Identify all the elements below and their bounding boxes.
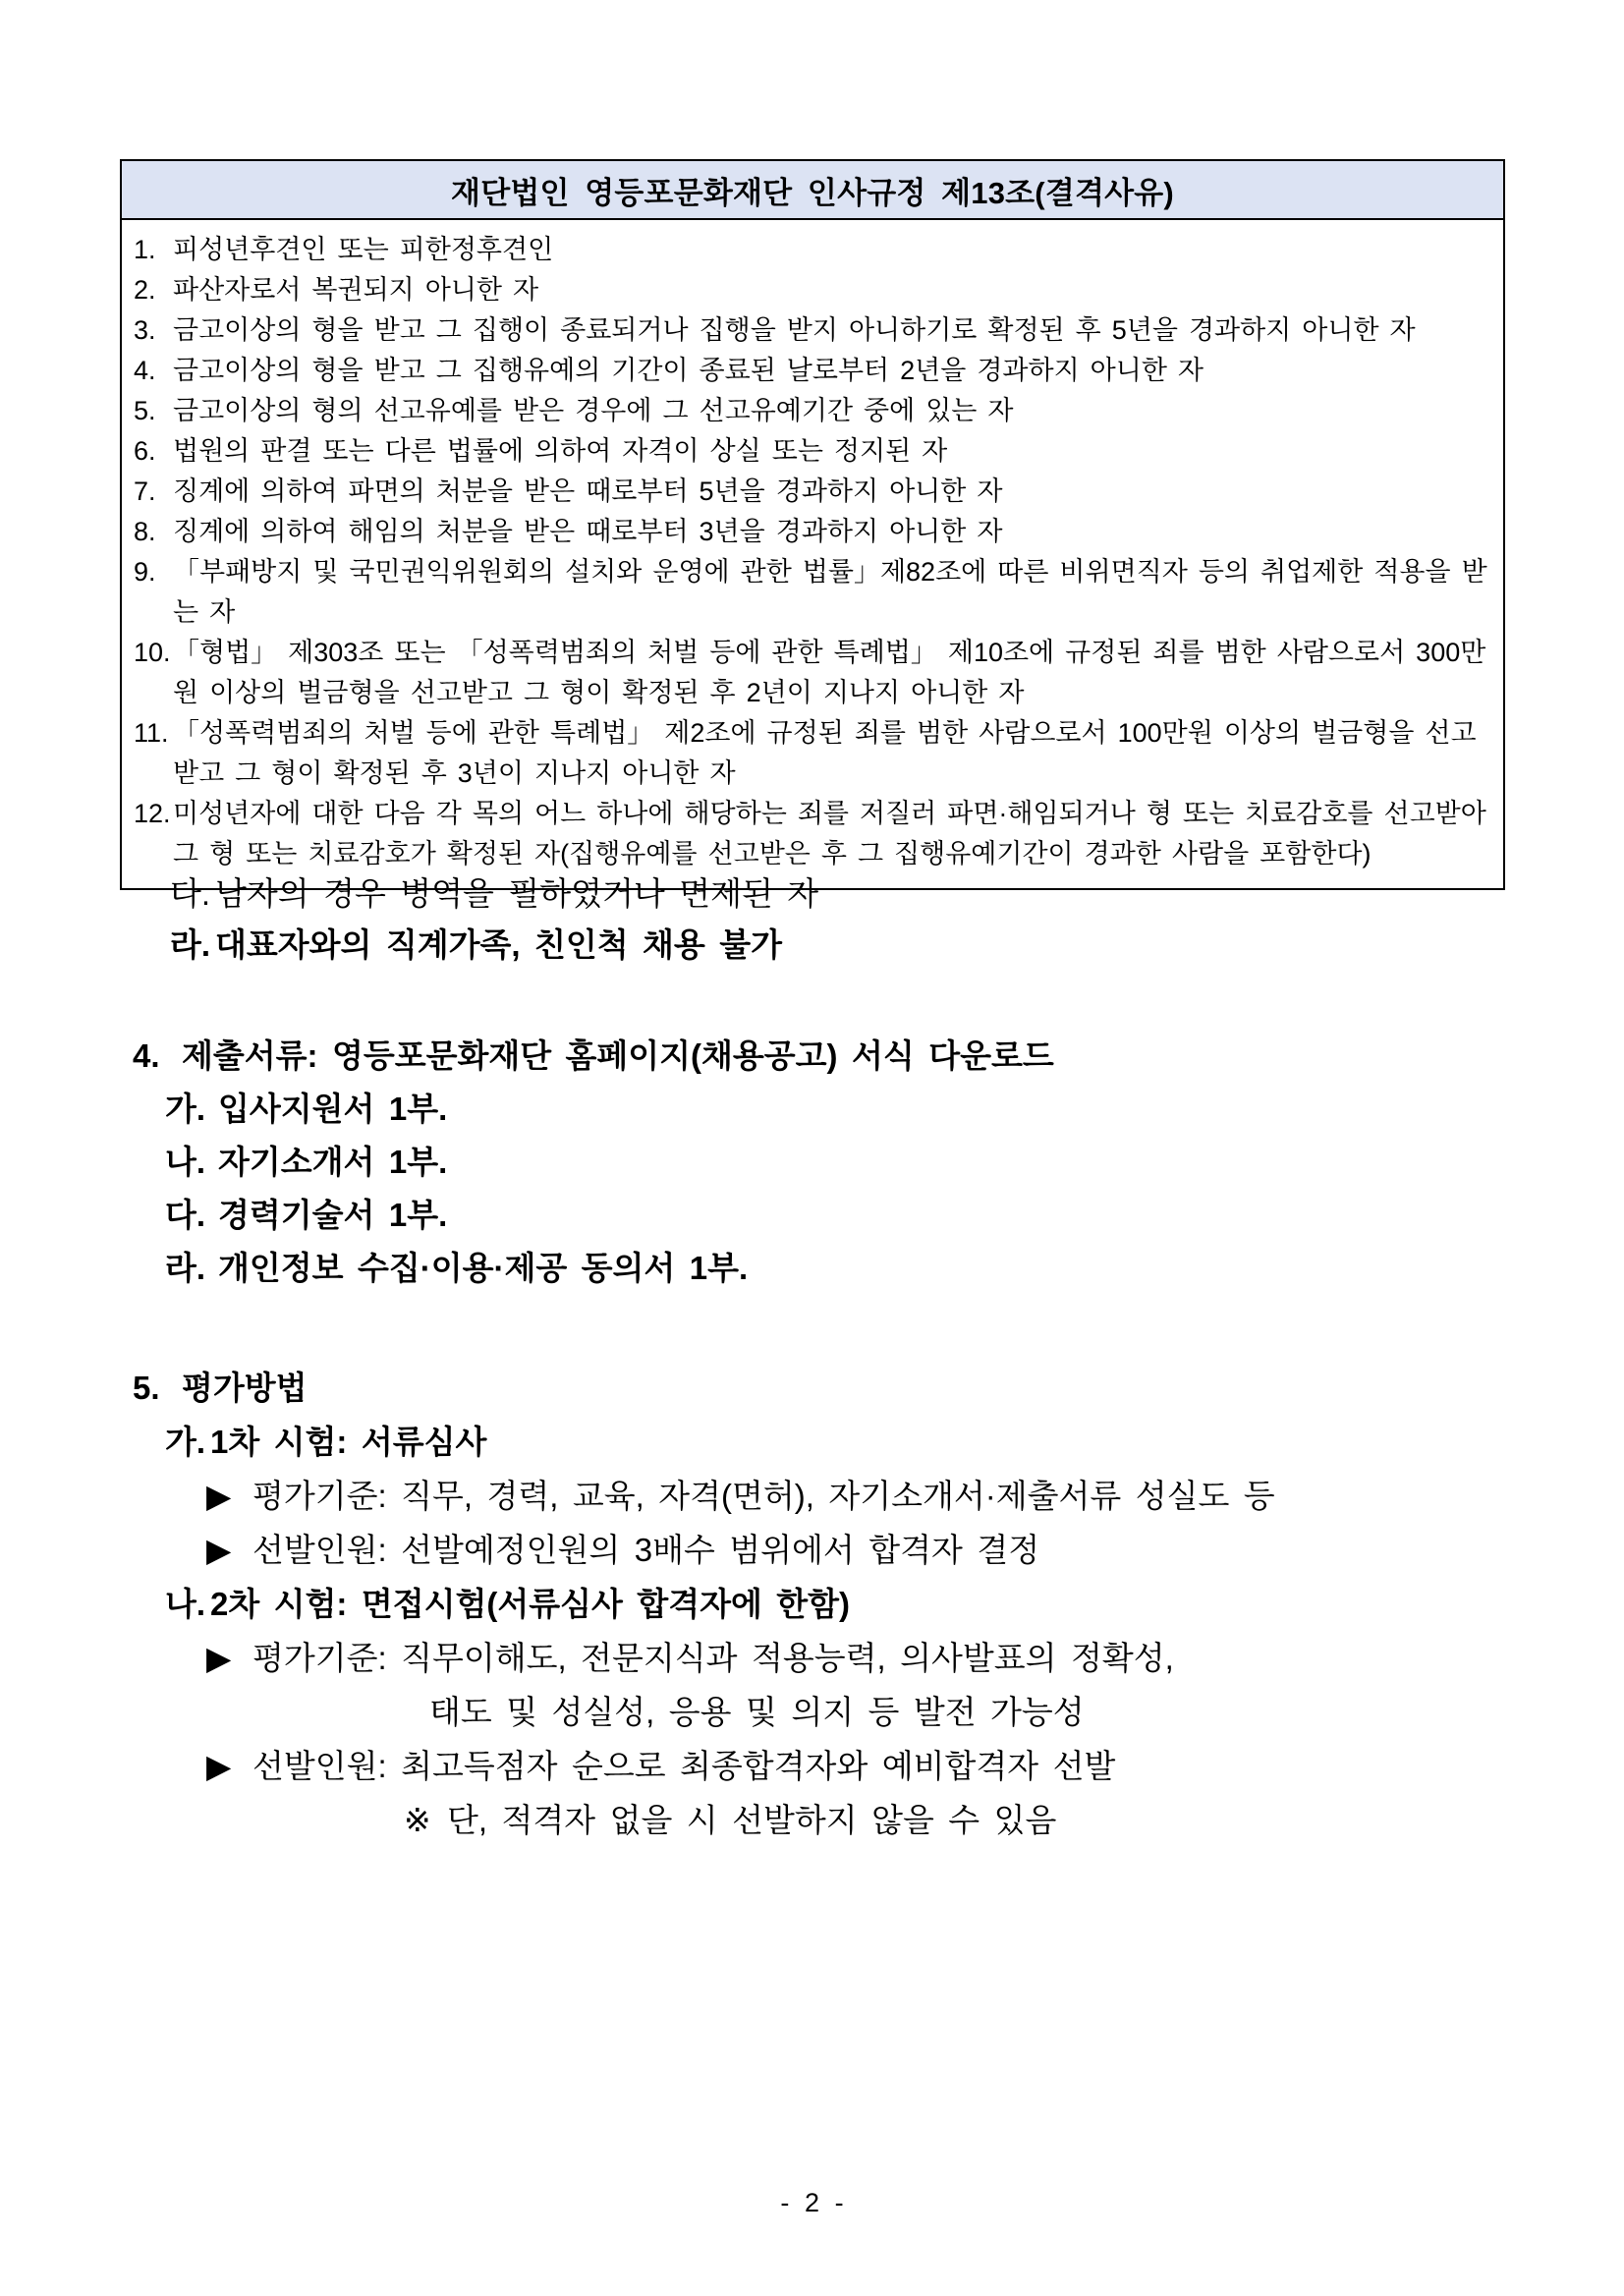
table-row-number: 4. bbox=[134, 356, 156, 385]
section-5-title: 평가방법 bbox=[182, 1370, 308, 1406]
section-4-item-text: 입사지원서 1부. bbox=[218, 1091, 448, 1127]
section-4-item bbox=[165, 1189, 1624, 1242]
section-5-subheading bbox=[165, 1415, 1624, 1469]
table-row-text: 법원의 판결 또는 다른 법률에 의하여 자격이 상실 또는 정지된 자 bbox=[173, 436, 948, 466]
table-row-number: 7. bbox=[134, 476, 156, 506]
note-label: 라. bbox=[170, 926, 211, 963]
table-row-text: 「성폭력범죄의 처벌 등에 관한 특례법」 제2조에 규정된 죄를 범한 사람으로서 100만원 이상의 벌금형을 선고받고 그 형이 확정된 후 3년이 지나지 아니한 자 bbox=[173, 718, 1477, 788]
section-5-subheading-label: 가. bbox=[165, 1424, 206, 1460]
table-row-text: 징계에 의하여 해임의 처분을 받은 때로부터 3년을 경과하지 아니한 자 bbox=[173, 517, 1003, 546]
table-row-number: 2. bbox=[134, 275, 156, 305]
section-5 bbox=[0, 1361, 1624, 1847]
table-row-number: 9. bbox=[134, 557, 156, 587]
section-4-item-label: 나. bbox=[165, 1144, 206, 1180]
table-row bbox=[134, 713, 1495, 794]
table-row bbox=[134, 431, 1495, 472]
section-5-heading bbox=[0, 1361, 1624, 1415]
section-4-item bbox=[165, 1136, 1624, 1189]
section-4-item-label: 다. bbox=[165, 1197, 206, 1233]
section-5-bullet-line bbox=[206, 1631, 1624, 1685]
table-row bbox=[134, 270, 1495, 310]
section-5-bullet-line bbox=[206, 1469, 1624, 1523]
table-row-number: 8. bbox=[134, 517, 156, 546]
section-5-note-line bbox=[404, 1793, 1624, 1847]
section-4 bbox=[0, 1030, 1624, 1295]
table-row bbox=[134, 472, 1495, 512]
reference-mark-icon: ※ bbox=[404, 1802, 431, 1838]
section-5-bullet-text: 선발인원: 최고득점자 순으로 최종합격자와 예비합격자 선발 bbox=[252, 1748, 1116, 1784]
section-5-blocks bbox=[0, 1415, 1624, 1847]
triangle-bullet-icon: ▶ bbox=[206, 1478, 232, 1514]
table-row-number: 3. bbox=[134, 315, 156, 345]
table-row-number: 5. bbox=[134, 396, 156, 425]
table-row bbox=[134, 552, 1495, 633]
table-row-text: 「형법」 제303조 또는 「성폭력범죄의 처벌 등에 관한 특례법」 제10조에 규정된 죄를 범한 사람으로서 300만원 이상의 벌금형을 선고받고 그 형이 확정된 후 2년이 지나지 아니한 자 bbox=[173, 638, 1486, 707]
table-row-text: 「부패방지 및 국민권익위원회의 설치와 운영에 관한 법률」제82조에 따른 비위면직자 등의 취업제한 적용을 받는 자 bbox=[173, 557, 1487, 627]
table-row-text: 금고이상의 형을 받고 그 집행이 종료되거나 집행을 받지 아니하기로 확정된 후 5년을 경과하지 아니한 자 bbox=[173, 315, 1416, 345]
note-text: 남자의 경우 병역을 필하였거나 면제된 자 bbox=[215, 875, 819, 912]
table-row bbox=[134, 310, 1495, 351]
note-text: 대표자와의 직계가족, 친인척 채용 불가 bbox=[215, 926, 783, 963]
section-4-item-text: 개인정보 수집·이용·제공 동의서 1부. bbox=[218, 1250, 749, 1286]
triangle-bullet-icon: ▶ bbox=[206, 1532, 232, 1568]
table-row-number: 1. bbox=[134, 235, 156, 264]
triangle-bullet-icon: ▶ bbox=[206, 1748, 232, 1784]
table-row-number: 6. bbox=[134, 436, 156, 466]
table-row-number: 12. bbox=[134, 799, 171, 828]
section-5-bullet-text: 평가기준: 직무, 경력, 교육, 자격(면허), 자기소개서·제출서류 성실도 등 bbox=[252, 1478, 1275, 1514]
section-4-item-label: 가. bbox=[165, 1091, 206, 1127]
table-row bbox=[134, 794, 1495, 874]
section-5-subheading-label: 나. bbox=[165, 1586, 206, 1622]
section-5-subheading-text: 2차 시험: 면접시험(서류심사 합격자에 한함) bbox=[210, 1586, 851, 1622]
regulation-table-title: 재단법인 영등포문화재단 인사규정 제13조(결격사유) bbox=[451, 175, 1174, 210]
section-4-title: 제출서류: 영등포문화재단 홈페이지(채용공고) 서식 다운로드 bbox=[182, 1037, 1054, 1074]
table-row-text: 파산자로서 복권되지 아니한 자 bbox=[173, 275, 539, 305]
regulation-table-header bbox=[122, 161, 1503, 220]
page-number: - 2 - bbox=[780, 2188, 844, 2217]
section-5-subheading-text: 1차 시험: 서류심사 bbox=[210, 1424, 487, 1460]
section-4-item-text: 경력기술서 1부. bbox=[218, 1197, 448, 1233]
note-line bbox=[170, 920, 1624, 971]
regulation-table bbox=[120, 159, 1505, 890]
table-row-number: 10. bbox=[134, 638, 171, 667]
section-4-item bbox=[165, 1242, 1624, 1295]
section-4-item bbox=[165, 1083, 1624, 1136]
table-row bbox=[134, 230, 1495, 270]
section-5-bullet-text: 평가기준: 직무이해도, 전문지식과 적용능력, 의사발표의 정확성, bbox=[252, 1640, 1174, 1676]
section-5-bullet-line bbox=[206, 1523, 1624, 1577]
table-row-number: 11. bbox=[134, 718, 169, 748]
note-line bbox=[170, 868, 1624, 920]
section-5-note-text: 단, 적격자 없을 시 선발하지 않을 수 있음 bbox=[447, 1802, 1057, 1838]
section-4-heading bbox=[0, 1030, 1624, 1083]
section-5-bullet-line bbox=[206, 1739, 1624, 1793]
section-4-item-text: 자기소개서 1부. bbox=[218, 1144, 448, 1180]
section-4-item-label: 라. bbox=[165, 1250, 206, 1286]
table-row bbox=[134, 351, 1495, 391]
table-row-text: 미성년자에 대한 다음 각 목의 어느 하나에 해당하는 죄를 저질러 파면·해임되거나 형 또는 치료감호를 선고받아 그 형 또는 치료감호가 확정된 자(집행유예를 선고받은 후 그 집행유예기간이 경과한 사람을 포함한다) bbox=[173, 799, 1486, 868]
table-row bbox=[134, 512, 1495, 552]
section-5-continuation-line: 태도 및 성실성, 응용 및 의지 등 발전 가능성 bbox=[429, 1694, 1085, 1730]
section-5-subheading bbox=[165, 1577, 1624, 1631]
table-row-text: 금고이상의 형의 선고유예를 받은 경우에 그 선고유예기간 중에 있는 자 bbox=[173, 396, 1014, 425]
regulation-table-body bbox=[122, 220, 1503, 888]
table-row-text: 피성년후견인 또는 피한정후견인 bbox=[173, 235, 554, 264]
after-table-notes bbox=[0, 868, 1624, 971]
table-row bbox=[134, 633, 1495, 713]
triangle-bullet-icon: ▶ bbox=[206, 1640, 232, 1676]
section-4-items bbox=[0, 1083, 1624, 1295]
table-row bbox=[134, 391, 1495, 431]
section-5-bullet-text: 선발인원: 선발예정인원의 3배수 범위에서 합격자 결정 bbox=[252, 1532, 1040, 1568]
table-row-text: 금고이상의 형을 받고 그 집행유예의 기간이 종료된 날로부터 2년을 경과하지 아니한 자 bbox=[173, 356, 1204, 385]
section-4-number: 4. bbox=[133, 1037, 160, 1074]
table-row-text: 징계에 의하여 파면의 처분을 받은 때로부터 5년을 경과하지 아니한 자 bbox=[173, 476, 1003, 506]
note-label: 다. bbox=[170, 875, 211, 912]
section-5-number: 5. bbox=[133, 1370, 160, 1406]
